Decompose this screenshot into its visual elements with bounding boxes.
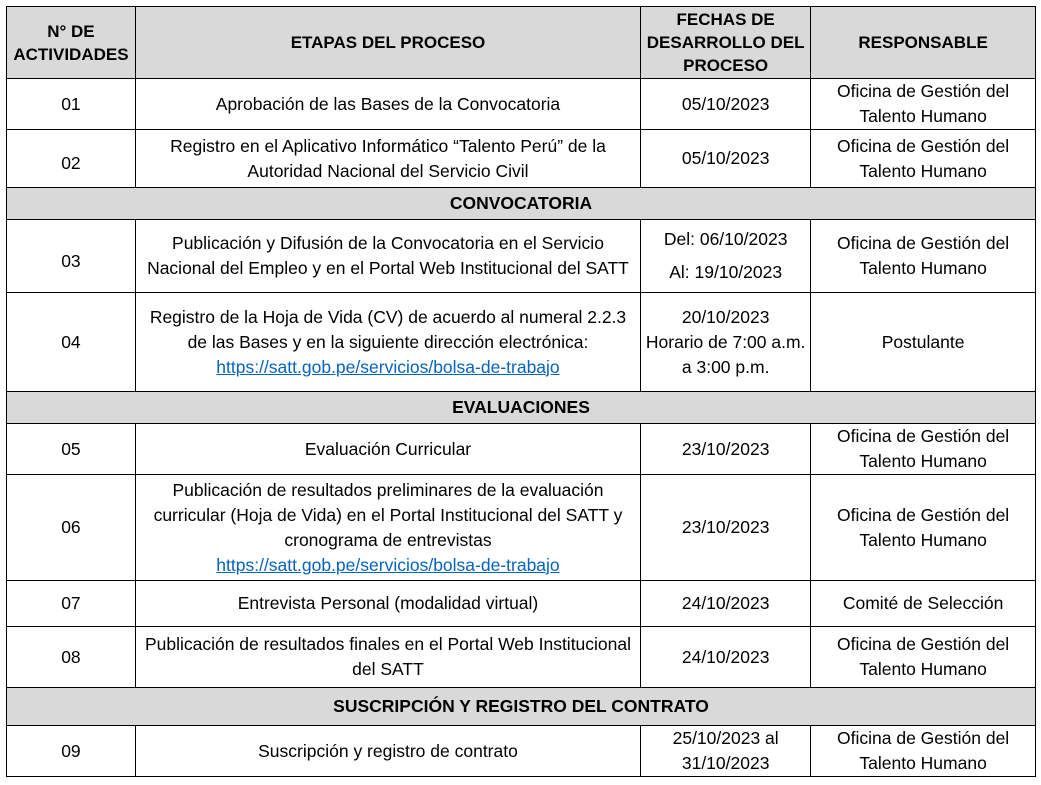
table-row (7, 424, 1036, 475)
date-detail: Horario de 7:00 a.m. a 3:00 p.m. (645, 331, 806, 377)
row-date: 23/10/2023 (641, 475, 811, 581)
table-row (7, 475, 1036, 581)
job-board-link[interactable]: https://satt.gob.pe/servicios/bolsa-de-trabajo (216, 554, 560, 575)
row-responsible: Postulante (811, 293, 1036, 392)
section-convocatoria: CONVOCATORIA (7, 188, 1036, 220)
section-row (7, 392, 1036, 424)
row-num: 06 (7, 475, 136, 581)
table-row (7, 627, 1036, 688)
row-stage: Evaluación Curricular (135, 424, 640, 475)
row-date: 05/10/2023 (641, 130, 811, 188)
table-row (7, 79, 1036, 130)
section-evaluaciones: EVALUACIONES (7, 392, 1036, 424)
header-responsible: RESPONSABLE (811, 7, 1036, 79)
row-stage: Aprobación de las Bases de la Convocatoria (135, 79, 640, 130)
row-date: 23/10/2023 (641, 424, 811, 475)
table-row (7, 581, 1036, 627)
row-responsible: Oficina de Gestión del Talento Humano (811, 475, 1036, 581)
row-date: 24/10/2023 (641, 581, 811, 627)
row-num: 09 (7, 726, 136, 777)
section-row (7, 688, 1036, 726)
stage-text: Publicación de resultados preliminares de la evaluación curricular (Hoja de Vida) en el Portal Institucional del SATT y cronograma de entrevistas (153, 479, 623, 550)
header-dates: FECHAS DE DESARROLLO DEL PROCESO (641, 7, 811, 79)
section-row (7, 188, 1036, 220)
row-responsible: Oficina de Gestión del Talento Humano (811, 627, 1036, 688)
stage-text: Registro de la Hoja de Vida (CV) de acuerdo al numeral 2.2.3 de las Bases y en la siguiente dirección electrónica: (149, 306, 627, 352)
row-stage: Entrevista Personal (modalidad virtual) (135, 581, 640, 627)
row-date (641, 293, 811, 392)
header-stage: ETAPAS DEL PROCESO (135, 7, 640, 79)
date-from: Del: 06/10/2023 (663, 229, 788, 249)
row-num: 01 (7, 79, 136, 130)
row-stage: Publicación y Difusión de la Convocatoria en el Servicio Nacional del Empleo y en el Portal Web Institucional del SATT (135, 220, 640, 293)
table-row (7, 726, 1036, 777)
row-stage (135, 475, 640, 581)
row-num: 08 (7, 627, 136, 688)
date-value: 20/10/2023 (681, 306, 770, 327)
row-date (641, 220, 811, 293)
table-header-row (7, 7, 1036, 79)
table-row (7, 293, 1036, 392)
table-row (7, 130, 1036, 188)
row-responsible: Oficina de Gestión del Talento Humano (811, 130, 1036, 188)
row-num: 03 (7, 220, 136, 293)
row-responsible: Oficina de Gestión del Talento Humano (811, 79, 1036, 130)
row-responsible: Oficina de Gestión del Talento Humano (811, 220, 1036, 293)
row-stage: Suscripción y registro de contrato (135, 726, 640, 777)
row-num: 07 (7, 581, 136, 627)
row-num: 02 (7, 130, 136, 188)
row-responsible: Comité de Selección (811, 581, 1036, 627)
row-responsible: Oficina de Gestión del Talento Humano (811, 726, 1036, 777)
table-row (7, 220, 1036, 293)
row-date: 05/10/2023 (641, 79, 811, 130)
section-contrato: SUSCRIPCIÓN Y REGISTRO DEL CONTRATO (7, 688, 1036, 726)
row-stage: Publicación de resultados finales en el Portal Web Institucional del SATT (135, 627, 640, 688)
row-date: 24/10/2023 (641, 627, 811, 688)
header-num: N° DE ACTIVIDADES (7, 7, 136, 79)
row-stage: Registro en el Aplicativo Informático “Talento Perú” de la Autoridad Nacional del Servicio Civil (135, 130, 640, 188)
row-num: 05 (7, 424, 136, 475)
schedule-table (6, 6, 1036, 777)
job-board-link[interactable]: https://satt.gob.pe/servicios/bolsa-de-trabajo (216, 356, 560, 377)
row-stage (135, 293, 640, 392)
row-date: 25/10/2023 al 31/10/2023 (641, 726, 811, 777)
row-num: 04 (7, 293, 136, 392)
row-responsible: Oficina de Gestión del Talento Humano (811, 424, 1036, 475)
date-to: Al: 19/10/2023 (669, 262, 783, 282)
